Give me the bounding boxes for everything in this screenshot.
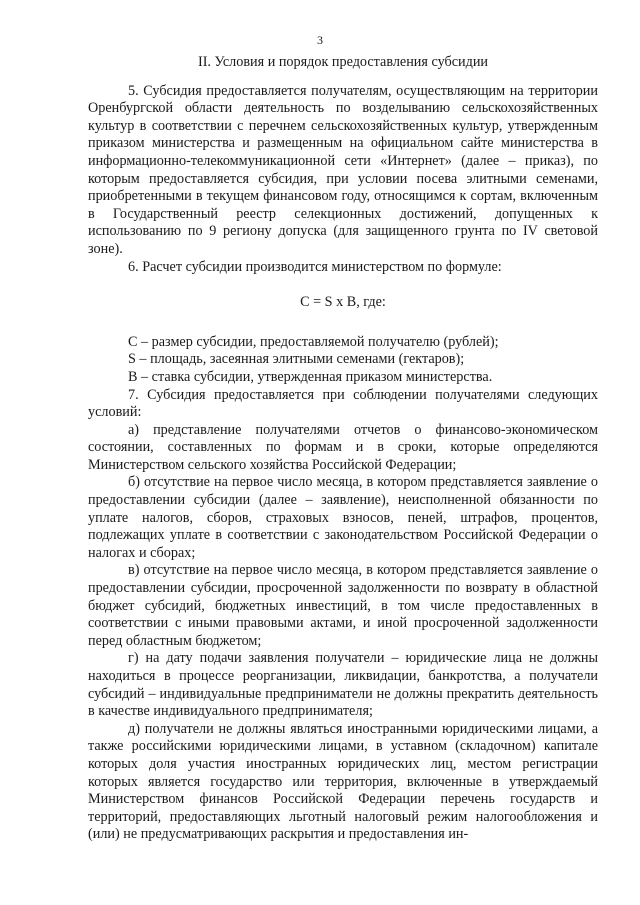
paragraph-5: 5. Субсидия предоставляется получателям, осуществляющим на территории Оренбургской области деятельность по возделыванию сельскохозяйственных культур в соответствии с перечнем сельскохозяйственных культур, утвержденным приказом министерства и размещенным на официальном сайте министерства в информационно-телекоммуникационной сети «Интернет» (далее – приказ), по которым предоставляется субсидия, при условии посева элитными семенами, приобретенными в текущем финансовом году, относящимся к сортам, включенным в Государственный реестр селекционных достижений, допущенных к использованию по 9 региону допуска (для защищенного грунта по IV световой зоне).	[88, 82, 598, 257]
paragraph-7d: д) получатели не должны являться иностранными юридическими лицами, а также российскими юридическими лицами, в уставном (складочном) капитале которых доля участия иностранных юридических лиц, местом регистрации которых является государство или территория, включенные в утверждаемый Министерством финансов Российской Федерации перечень государств и территорий, предоставляющих льготный налоговый режим налогообложения и (или) не предусматривающих раскрытия и предоставления ин-	[88, 720, 598, 843]
paragraph-7g: г) на дату подачи заявления получатели – юридические лица не должны находиться в процессе реорганизации, ликвидации, банкротства, а получатели субсидий – индивидуальные предприниматели не должны прекратить деятельность в качестве индивидуального предпринимателя;	[88, 650, 598, 720]
page-number: 3	[317, 33, 323, 47]
section-title: II. Условия и порядок предоставления субсидии	[197, 54, 489, 70]
formula: С = S x В, где:	[300, 294, 386, 311]
paragraph-7v: в) отсутствие на первое число месяца, в котором представляется заявление о предоставлении субсидии, просроченной задолженности по возврату в областной бюджет субсидий, бюджетных инвестиций, в том числе предоставленных в соответствии с иными правовыми актами, и иной просроченной задолженности перед областным бюджетом;	[88, 562, 598, 649]
definition-c: С – размер субсидии, предоставляемой получателю (рублей);	[128, 333, 499, 350]
paragraph-7a: а) представление получателями отчетов о финансово-экономическом состоянии, составленных по формам и в сроки, которые определяются Министерством сельского хозяйства Российской Федерации;	[88, 421, 598, 473]
paragraph-7: 7. Субсидия предоставляется при соблюдении получателями следующих условий:	[88, 386, 598, 421]
definition-b: В – ставка субсидии, утвержденная приказом министерства.	[128, 368, 493, 385]
paragraph-6: 6. Расчет субсидии производится министерством по формуле:	[128, 258, 502, 275]
definition-s: S – площадь, засеянная элитными семенами (гектаров);	[128, 351, 465, 368]
document-body	[88, 54, 598, 844]
paragraph-7b: б) отсутствие на первое число месяца, в котором представляется заявление о предоставлении субсидии (далее – заявление), неисполненной обязанности по уплате налогов, сборов, страховых взносов, пеней, штрафов, процентов, подлежащих уплате в соответствии с законодательством Российской Федерации о налогах и сборах;	[88, 474, 598, 561]
